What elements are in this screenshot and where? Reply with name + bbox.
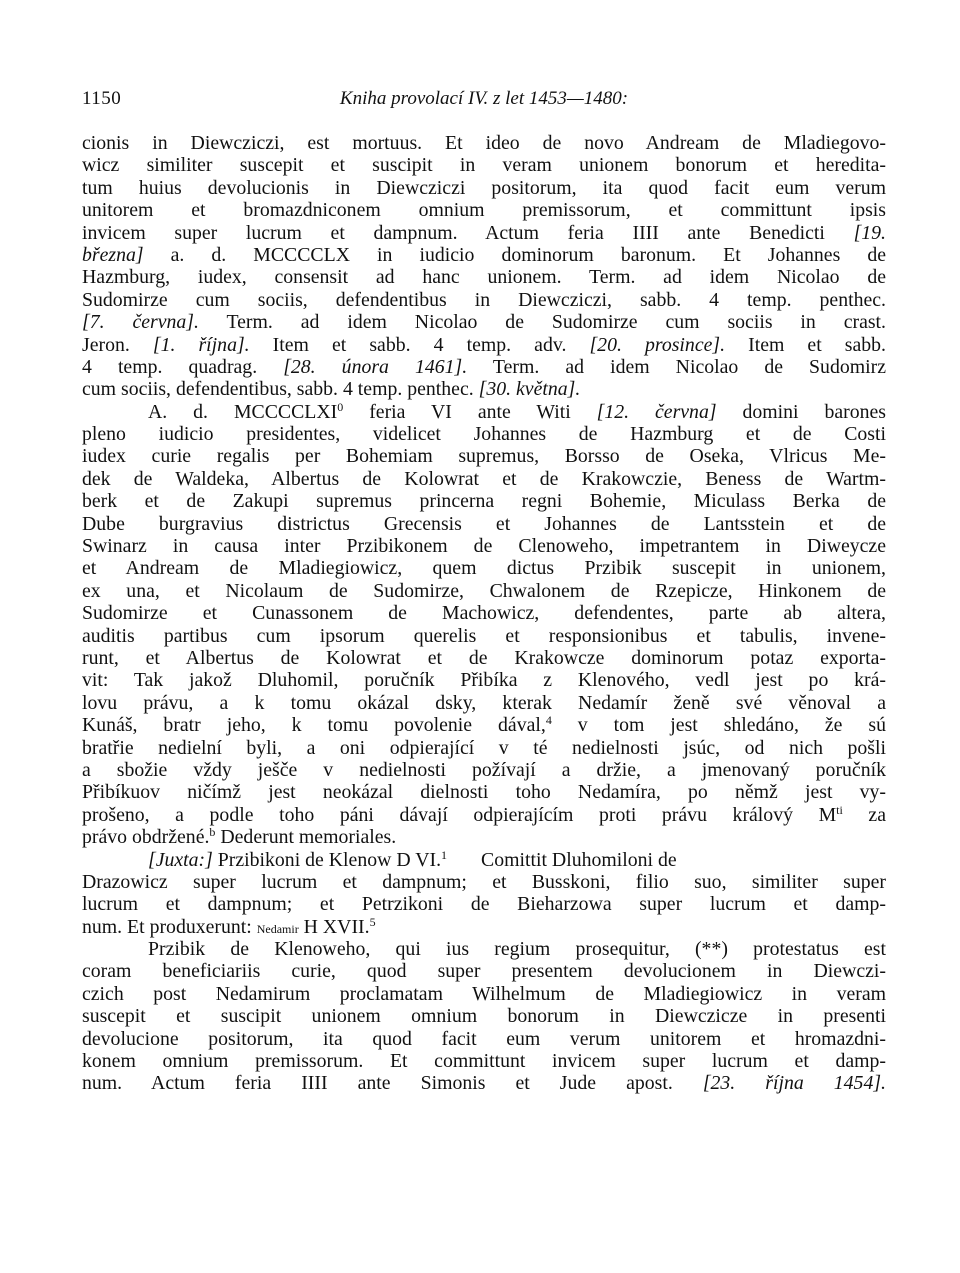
- text-run: za: [842, 803, 886, 826]
- footnote-marker: 4: [545, 713, 552, 728]
- text-line: cionis in Diewcziczi, est mortuus. Et ideo de novo Andream de Mladiegovo-: [82, 132, 886, 154]
- text-line: Přibíkuov ničímž jest neokázal dielnosti toho Nedamíra, po němž jest vy-: [82, 781, 886, 804]
- text-run: Kunáš, bratr jeho, k tomu povolenie dával,: [82, 714, 546, 737]
- running-title: Kniha provolací IV. z let 1453—1480:: [339, 88, 629, 109]
- text-line: konem omnium premissorum. Et committunt invicem super lucrum et damp-: [82, 1050, 886, 1073]
- text-line: [82, 1072, 886, 1094]
- text-line: [82, 378, 886, 400]
- text-line: iudex curie regalis per Bohemiam supremus, Borsso de Oseka, Vlricus Me-: [82, 445, 886, 468]
- page-header: [82, 88, 886, 118]
- text-line: wicz similiter suscepit et suscipit in veram unionem bonorum et heredita-: [82, 154, 886, 177]
- text-line: devolucione positorum, ita quod facit eum verum unitorem et hromazdni-: [82, 1027, 886, 1050]
- text-line: Swinarz in causa inter Przibikonem de Clenoweho, impetrantem in Diweycze: [82, 535, 886, 558]
- text-line: Przibik de Klenoweho, qui ius regium prosequitur, (**) protestatus est: [148, 938, 886, 961]
- text-line: [82, 826, 886, 848]
- text-line: [82, 849, 886, 871]
- text-line: lucrum et dampnum; et Petrzikoni de Bieharzowa super lucrum et damp-: [82, 893, 886, 916]
- text-run: invicem super lucrum et dampnum. Actum feria IIII ante Benedicti: [82, 221, 854, 244]
- text-run: Dederunt memoriales.: [215, 826, 397, 849]
- text-line: vit: Tak jakož Dluhomil, poručník Přibíka z Klenového, vedl jest po krá-: [82, 669, 886, 692]
- text-run: num. Actum feria IIII ante Simonis et Jude apost.: [82, 1072, 703, 1095]
- text-run: num. Et produxerunt:: [82, 915, 257, 938]
- text-line: pleno iudicio presidentes, videlicet Johannes de Hazmburg et de Costi: [82, 423, 886, 446]
- document-body: [82, 132, 886, 1095]
- text-line: [82, 916, 886, 938]
- text-line: a sbožie vždy ješče v nedielnosti požívají a držie, a jmenovaný poručník: [82, 758, 886, 781]
- date-note: [20. prosince].: [589, 333, 726, 356]
- text-line: Sudomirze et Cunassonem de Machowicz, defendentes, parte ab altera,: [82, 602, 886, 625]
- small-caps-name: Nedamir: [256, 921, 299, 936]
- text-line: tum huius devolucionis in Diewcziczi positorum, ita quod facit eum verum: [82, 176, 886, 199]
- superscript: 0: [337, 399, 344, 414]
- date-note: [12. června]: [596, 400, 717, 423]
- text-run: a. d. MCCCCLX in iudicio dominorum baronum. Et Johannes de: [143, 243, 886, 266]
- text-line: [82, 356, 886, 378]
- document-page: [82, 88, 886, 1095]
- text-line: Sudomirze cum sociis, defendentibus in Diewcziczi, sabb. 4 temp. penthec.: [82, 288, 886, 311]
- text-line: [82, 401, 886, 423]
- text-run: v tom jest shledáno, že sú: [551, 714, 886, 737]
- text-line: coram beneficiariis curie, quod super presentem devolucionem in Diewczi-: [82, 960, 886, 983]
- text-run: feria VI ante Witi: [343, 400, 597, 423]
- footnote-marker: 5: [369, 914, 376, 929]
- superscript: ti: [836, 802, 843, 817]
- text-run: domini barones: [716, 400, 886, 423]
- text-run: Comittit Dluhomiloni de: [481, 848, 677, 871]
- text-line: runt, et Albertus de Kolowrat et de Krakowcze dominorum potaz exporta-: [82, 646, 886, 669]
- text-line: czich post Nedamirum proclamatam Wilhelmum de Mladiegiowicz in veram: [82, 982, 886, 1005]
- date-note: [7. června].: [82, 311, 199, 334]
- paragraph: [82, 401, 886, 849]
- text-line: et Andream de Mladiegiowicz, quem dictus Przibik suscepit in unionem,: [82, 557, 886, 580]
- text-line: ex una, et Nicolaum de Sudomirze, Chwalonem de Rzepicze, Hinkonem de: [82, 579, 886, 602]
- text-run: cum sociis, defendentibus, sabb. 4 temp. penthec.: [82, 378, 479, 401]
- text-run: H XVII.: [298, 915, 370, 938]
- text-line: [82, 334, 886, 356]
- date-note: [28. února 1461].: [283, 355, 468, 378]
- text-run: Item et sabb. 4 temp. adv.: [249, 333, 590, 356]
- text-line: auditis partibus cum ipsorum querelis et responsionibus et tabulis, invene-: [82, 624, 886, 647]
- text-line: Hazmburg, iudex, consensit ad hanc unionem. Term. ad idem Nicolao de: [82, 266, 886, 289]
- text-line: suscepit et suscipit unionem omnium bonorum in Diewczicze in presenti: [82, 1005, 886, 1028]
- text-line: lovu právu, a k tomu okázal dsky, kterak Nedamír ženě své věnoval a: [82, 691, 886, 714]
- text-line: unitorem et bromazdniconem omnium premissorum, et committunt ipsis: [82, 199, 886, 222]
- text-line: berk et de Zakupi supremus princerna regni Bohemie, Miculass Berka de: [82, 490, 886, 513]
- text-line: [82, 222, 886, 244]
- text-run: Item et sabb.: [725, 333, 886, 356]
- text-line: [82, 714, 886, 736]
- date-note: [30. května].: [478, 378, 581, 401]
- paragraph: [82, 132, 886, 401]
- text-run: prošeno, a podle toho páni dávají odpierajícím proti právu králový M: [82, 803, 837, 826]
- page-number: 1150: [82, 88, 122, 109]
- text-run: 4 temp. quadrag.: [82, 355, 284, 378]
- text-run: Jeron.: [82, 333, 153, 356]
- date-note: [23. října 1454].: [702, 1072, 886, 1095]
- text-line: [82, 311, 886, 333]
- paragraph: [82, 849, 886, 939]
- text-line: [82, 804, 886, 826]
- footnote-marker: 1: [441, 847, 448, 862]
- text-run: Przibikoni de Klenow D VI.: [212, 848, 442, 871]
- text-run: Term. ad idem Nicolao de Sudomirze cum sociis in crast.: [198, 311, 886, 334]
- text-line: Dube burgravius districtus Grecensis et Johannes de Lantsstein et de: [82, 512, 886, 535]
- footnote-marker: b: [209, 825, 216, 840]
- paragraph: [82, 938, 886, 1095]
- editorial-note: [Juxta:]: [148, 848, 213, 871]
- text-line: dek de Waldeka, Albertus de Kolowrat et de Krakowczie, Beness de Wartm-: [82, 467, 886, 490]
- text-line: Drazowicz super lucrum et dampnum; et Busskoni, filio suo, similiter super: [82, 870, 886, 893]
- text-line: bratřie nedielní byli, a oni odpierající v té nedielnosti jsúc, od nich pošli: [82, 736, 886, 759]
- date-note: [1. října].: [152, 333, 250, 356]
- date-note: [19.: [853, 221, 886, 244]
- text-run: A. d. MCCCCLXI: [148, 400, 338, 423]
- text-line: [82, 244, 886, 266]
- date-note: března]: [82, 243, 144, 266]
- text-run: Term. ad idem Nicolao de Sudomirz: [467, 355, 886, 378]
- text-run: právo obdržené.: [82, 826, 210, 849]
